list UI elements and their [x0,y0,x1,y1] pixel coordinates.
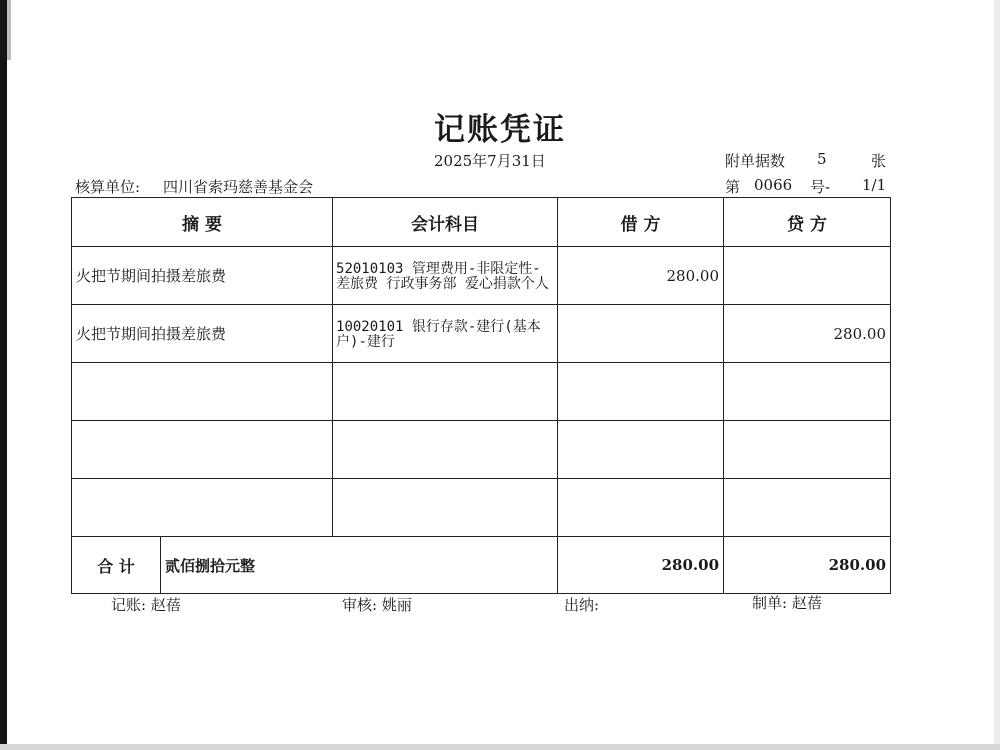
row-credit [724,421,891,479]
row-summary [72,421,333,479]
row-summary [72,363,333,421]
voucher-page: 1/1 [862,176,887,194]
header-credit: 贷 方 [724,198,891,247]
row-credit [724,247,891,305]
entity-name: 四川省索玛慈善基金会 [163,178,314,196]
table-row [72,363,891,421]
attachments-label: 附单据数 [725,152,786,170]
total-debit: 280.00 [558,537,724,594]
voucher-no-suffix: 号- [810,178,831,196]
row-debit [558,305,724,363]
row-debit [558,421,724,479]
attachments-count: 5 [817,150,827,168]
reviewer-signature: 审核: 姚丽 [342,596,412,614]
header-account: 会计科目 [333,198,558,247]
total-row [72,537,891,594]
scan-edge-mark [7,0,11,60]
row-summary [72,479,333,537]
scan-edge-bottom [0,744,1000,750]
row-credit [724,479,891,537]
total-amount-words: 贰佰捌拾元整 [161,537,558,594]
row-account [333,479,558,537]
voucher-number: 0066 [754,176,793,194]
row-debit [558,363,724,421]
voucher-title: 记账凭证 [434,112,566,148]
entity-label: 核算单位: [75,178,141,196]
row-summary: 火把节期间拍摄差旅费 [72,247,333,305]
bookkeeper-signature: 记账: 赵蓓 [111,596,181,614]
header-summary: 摘 要 [72,198,333,247]
total-label: 合 计 [72,537,161,594]
preparer-signature: 制单: 赵蓓 [752,594,822,612]
row-account: 52010103 管理费用-非限定性-差旅费 行政事务部 爱心捐款个人 [333,247,558,305]
table-row [72,247,891,305]
row-account [333,421,558,479]
header-debit: 借 方 [558,198,724,247]
cashier-signature: 出纳: [564,596,600,614]
row-debit: 280.00 [558,247,724,305]
total-credit: 280.00 [724,537,891,594]
row-account [333,363,558,421]
voucher-date: 2025年7月31日 [434,152,546,170]
attachments-unit: 张 [871,152,887,170]
table-row [72,421,891,479]
row-credit [724,363,891,421]
row-account: 10020101 银行存款-建行(基本户)-建行 [333,305,558,363]
table-row [72,305,891,363]
table-row [72,479,891,537]
table-header-row [72,198,891,247]
row-debit [558,479,724,537]
row-credit: 280.00 [724,305,891,363]
row-summary: 火把节期间拍摄差旅费 [72,305,333,363]
voucher-table [71,197,891,594]
voucher-no-prefix: 第 [725,178,741,196]
